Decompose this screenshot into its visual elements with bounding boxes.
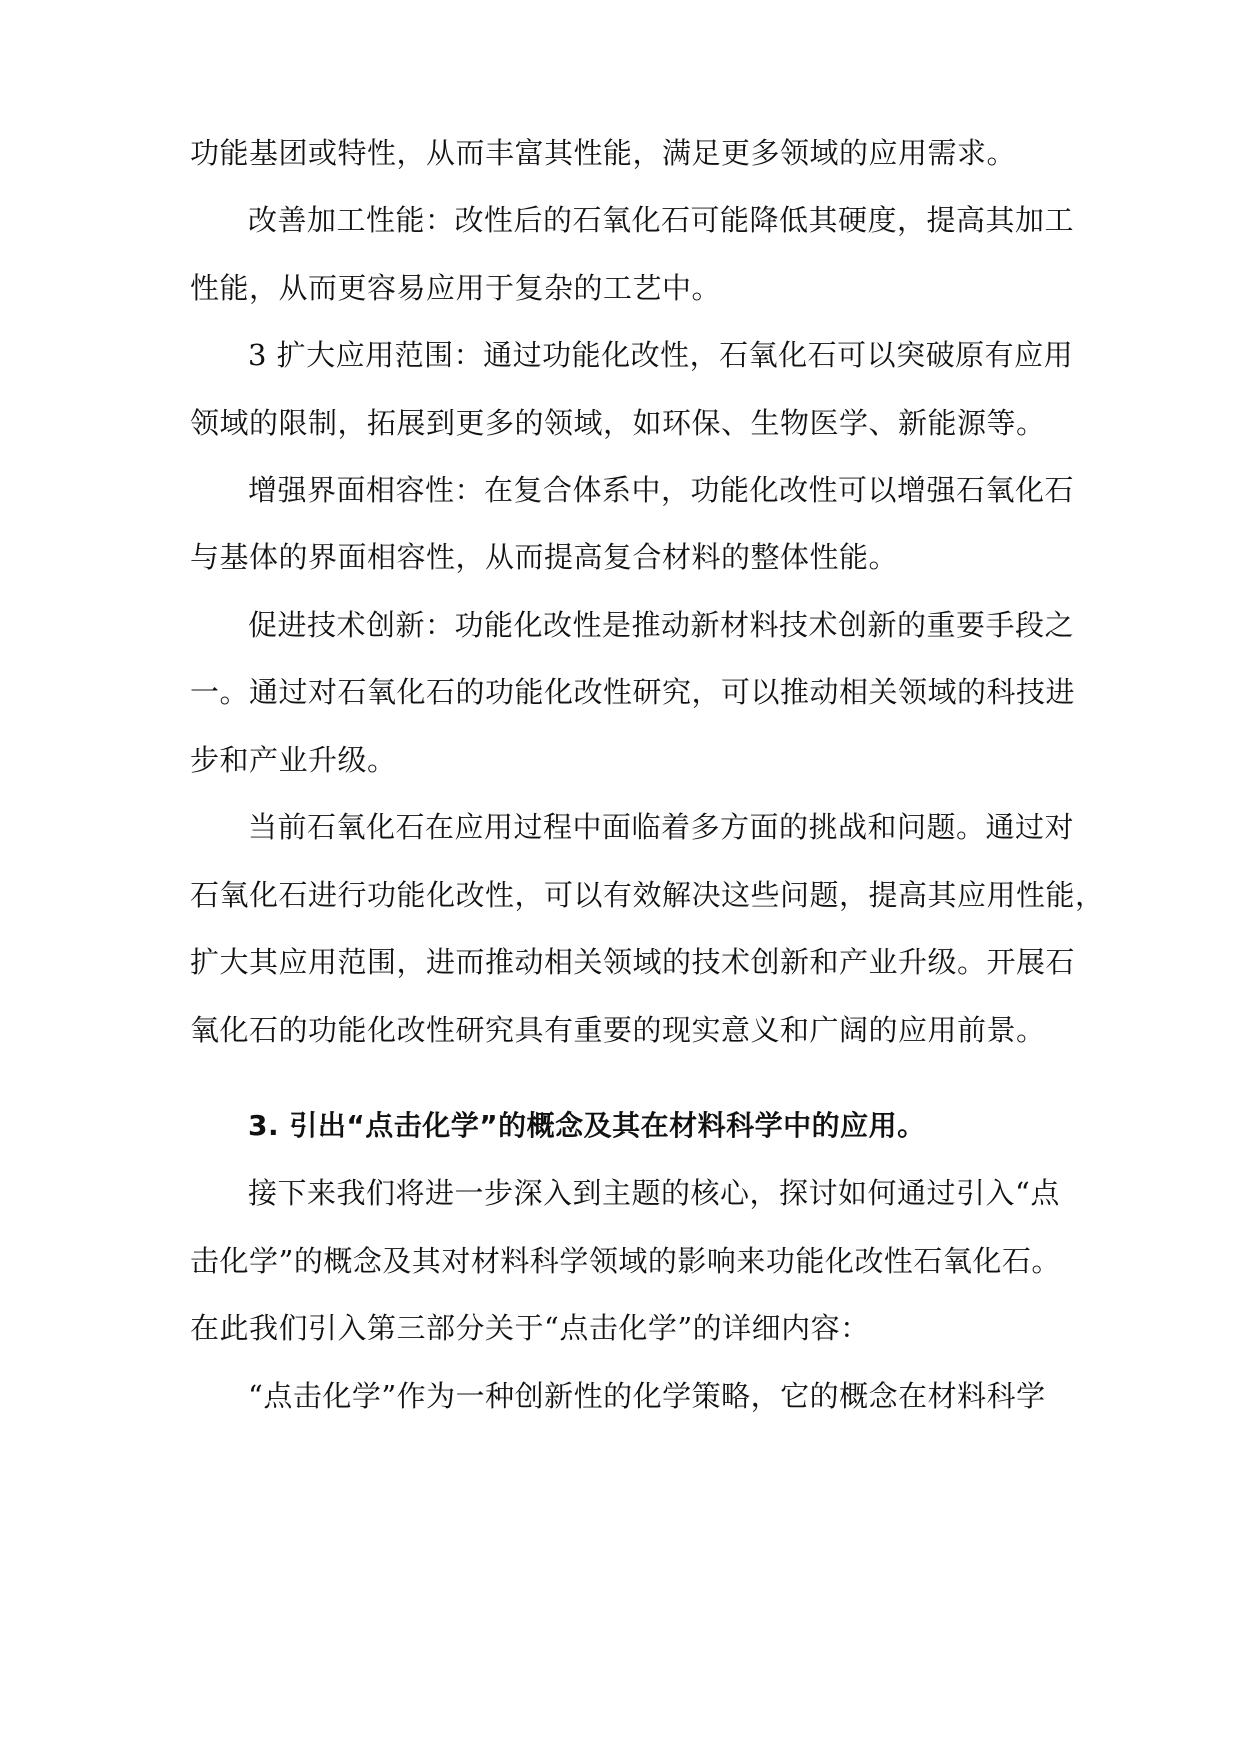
text-line: 扩大其应用范围，进而推动相关领域的技术创新和产业升级。开展石 [190,945,1076,979]
text-line: 促进技术创新：功能化改性是推动新材料技术创新的重要手段之 [248,608,1075,642]
text-line: 击化学”的概念及其对材料科学领域的影响来功能化改性石氧化石。 [190,1244,1061,1278]
text-line: 一。通过对石氧化石的功能化改性研究，可以推动相关领域的科技进 [190,675,1076,709]
text-line: 在此我们引入第三部分关于“点击化学”的详细内容： [190,1311,870,1345]
text-line: 石氧化石进行功能化改性，可以有效解决这些问题，提高其应用性能， [190,878,1105,912]
text-line: 改善加工性能：改性后的石氧化石可能降低其硬度，提高其加工 [248,203,1075,237]
text-line: 领域的限制，拓展到更多的领域，如环保、生物医学、新能源等。 [190,406,1046,440]
section-heading: 3. 引出“点击化学”的概念及其在材料科学中的应用。 [248,1109,926,1142]
text-line: 接下来我们将进一步深入到主题的核心，探讨如何通过引入“点 [248,1176,1060,1210]
text-line: 当前石氧化石在应用过程中面临着多方面的挑战和问题。通过对 [248,810,1075,844]
text-line: 3 扩大应用范围：通过功能化改性，石氧化石可以突破原有应用 [248,338,1074,372]
text-line: 性能，从而更容易应用于复杂的工艺中。 [190,271,722,305]
text-line: 与基体的界面相容性，从而提高复合材料的整体性能。 [190,540,899,574]
text-line: 增强界面相容性：在复合体系中，功能化改性可以增强石氧化石 [248,473,1075,507]
text-line: 功能基团或特性，从而丰富其性能，满足更多领域的应用需求。 [190,136,1017,170]
text-line: 氧化石的功能化改性研究具有重要的现实意义和广阔的应用前景。 [190,1013,1046,1047]
text-line: 步和产业升级。 [190,743,397,777]
text-line: “点击化学”作为一种创新性的化学策略，它的概念在材料科学 [248,1379,1046,1413]
